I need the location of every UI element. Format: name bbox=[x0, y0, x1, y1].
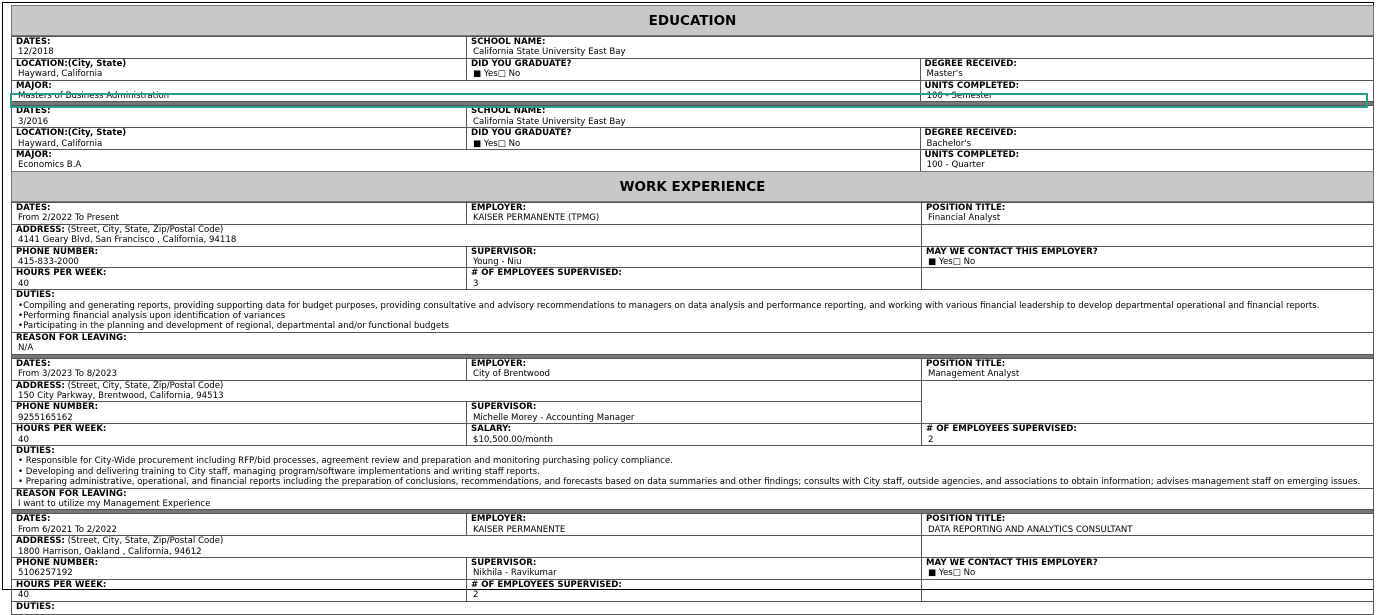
field-label: PHONE NUMBER: bbox=[16, 246, 99, 257]
field-label: EMPLOYER: bbox=[471, 358, 527, 369]
edu1-graduate: ■ Yes□ No bbox=[473, 69, 521, 80]
field-label: SUPERVISOR: bbox=[471, 558, 537, 568]
job1-duty: •Performing financial analysis upon identification of variances bbox=[18, 311, 286, 322]
edu2-major: Economics B.A bbox=[18, 160, 82, 171]
field-label: HOURS PER WEEK: bbox=[16, 424, 107, 435]
field-label: LOCATION:(City, State) bbox=[16, 128, 127, 139]
field-label: MAY WE CONTACT THIS EMPLOYER? bbox=[926, 246, 1098, 257]
job3-contact: ■ Yes□ No bbox=[928, 568, 976, 579]
job1-reason: N/A bbox=[18, 343, 34, 354]
table-row bbox=[12, 558, 1374, 580]
field-label: DATES: bbox=[16, 203, 51, 213]
table-row bbox=[12, 150, 1374, 172]
table-row bbox=[12, 58, 1374, 80]
job2-phone: 9255165162 bbox=[18, 412, 73, 423]
table-row bbox=[12, 358, 1374, 380]
job3-num-supervised: 2 bbox=[473, 590, 479, 601]
field-label: PHONE NUMBER: bbox=[16, 558, 99, 568]
job2-duty: • Responsible for City-Wide procurement including RFP/bid processes, agreement review and preparation and monitoring purchasing policy compliance. bbox=[18, 456, 673, 467]
table-row bbox=[12, 536, 1374, 558]
education-section bbox=[11, 5, 1374, 172]
job3-hours: 40 bbox=[18, 590, 29, 601]
job1-num-supervised: 3 bbox=[473, 278, 479, 289]
field-label: SCHOOL NAME: bbox=[471, 106, 546, 117]
work-experience-header: WORK EXPERIENCE bbox=[11, 171, 1374, 202]
job1-contact: ■ Yes□ No bbox=[928, 257, 976, 268]
job2-num-supervised: 2 bbox=[928, 434, 934, 445]
field-label: DUTIES: bbox=[16, 601, 55, 612]
table-row bbox=[12, 579, 1374, 601]
table-row bbox=[12, 37, 1374, 59]
field-label: DUTIES: bbox=[16, 290, 55, 301]
education-header: EDUCATION bbox=[11, 5, 1374, 36]
field-label: DATES: bbox=[16, 514, 51, 525]
application-document bbox=[2, 2, 1374, 612]
edu1-units: 100 - Semester bbox=[926, 91, 993, 102]
field-label: ADDRESS: (Street, City, State, Zip/Postal Code) bbox=[16, 380, 224, 391]
education-table bbox=[11, 36, 1374, 172]
table-row bbox=[12, 106, 1374, 128]
field-label: MAY WE CONTACT THIS EMPLOYER? bbox=[926, 558, 1098, 568]
field-label: SALARY: bbox=[471, 424, 512, 435]
table-row bbox=[12, 514, 1374, 536]
field-label: DID YOU GRADUATE? bbox=[471, 128, 572, 139]
job2-dates: From 3/2023 To 8/2023 bbox=[18, 369, 117, 380]
job1-address: 4141 Geary Blvd, San Francisco , California, 94118 bbox=[18, 235, 237, 246]
table-row bbox=[12, 380, 1374, 402]
job3-position: DATA REPORTING AND ANALYTICS CONSULTANT bbox=[928, 524, 1133, 535]
edu1-dates: 12/2018 bbox=[18, 47, 54, 58]
edu1-major: Masters of Business Administration bbox=[18, 91, 170, 102]
job2-reason: I want to utilize my Management Experience bbox=[18, 498, 211, 509]
field-label: HOURS PER WEEK: bbox=[16, 268, 107, 279]
field-label: MAJOR: bbox=[16, 150, 52, 161]
table-row bbox=[12, 203, 1374, 225]
field-label: SCHOOL NAME: bbox=[471, 37, 546, 47]
edu1-degree: Master's bbox=[926, 69, 963, 80]
field-label: DATES: bbox=[16, 358, 51, 369]
job2-position: Management Analyst bbox=[928, 369, 1020, 380]
field-label: POSITION TITLE: bbox=[926, 514, 1006, 525]
job2-employer: City of Brentwood bbox=[473, 369, 550, 380]
table-row bbox=[12, 290, 1374, 333]
table-row bbox=[12, 80, 1374, 102]
field-label: SUPERVISOR: bbox=[471, 246, 537, 257]
job2-address: 150 City Parkway, Brentwood, California, 94513 bbox=[18, 390, 224, 401]
job1-hours: 40 bbox=[18, 278, 29, 289]
job1-dates: From 2/2022 To Present bbox=[18, 213, 120, 224]
field-label: DATES: bbox=[16, 106, 51, 117]
job2-duty: • Preparing administrative, operational, and financial reports including the preparation of conclusions, recommendations, and forecasts based on data summaries and other findings; consults with City staff, outside agencies, and associations to obtain information; advises management staff on emerging issues. bbox=[18, 477, 1361, 488]
edu2-school: California State University East Bay bbox=[473, 116, 626, 127]
field-label: # OF EMPLOYEES SUPERVISED: bbox=[471, 268, 622, 279]
edu2-dates: 3/2016 bbox=[18, 116, 49, 127]
field-label: ADDRESS: (Street, City, State, Zip/Postal Code) bbox=[16, 224, 224, 235]
job1-employer: KAISER PERMANENTE (TPMG) bbox=[473, 213, 600, 224]
field-label: POSITION TITLE: bbox=[926, 203, 1006, 213]
job1-position: Financial Analyst bbox=[928, 213, 1001, 224]
job1-duty: •Compiling and generating reports, providing supporting data for budget purposes, providing consultative and advisory recommendations to managers on data analysis and performance reporting, and working with various financial leadership to develop departmental operational and financial reports. bbox=[18, 300, 1320, 311]
table-row bbox=[12, 424, 1374, 446]
table-row bbox=[12, 246, 1374, 268]
job3-phone: 5106257192 bbox=[18, 568, 73, 579]
field-label: DEGREE RECEIVED: bbox=[924, 58, 1017, 69]
field-label: # OF EMPLOYEES SUPERVISED: bbox=[471, 579, 622, 590]
table-row bbox=[12, 332, 1374, 354]
edu2-location: Hayward, California bbox=[18, 138, 103, 149]
job2-salary: $10,500.00/month bbox=[473, 434, 553, 445]
field-label: MAJOR: bbox=[16, 80, 52, 91]
table-row bbox=[12, 128, 1374, 150]
work-table bbox=[11, 202, 1374, 615]
job3-supervisor: Nikhila - Ravikumar bbox=[473, 568, 557, 579]
field-label: DID YOU GRADUATE? bbox=[471, 58, 572, 69]
field-label: LOCATION:(City, State) bbox=[16, 58, 127, 69]
table-row bbox=[12, 601, 1374, 614]
job1-phone: 415-833-2000 bbox=[18, 257, 79, 268]
field-label: SUPERVISOR: bbox=[471, 402, 537, 413]
work-experience-section bbox=[11, 171, 1374, 615]
field-label: # OF EMPLOYEES SUPERVISED: bbox=[926, 424, 1077, 435]
field-label: EMPLOYER: bbox=[471, 203, 527, 213]
field-label: EMPLOYER: bbox=[471, 514, 527, 525]
edu1-location: Hayward, California bbox=[18, 69, 103, 80]
edu2-units: 100 - Quarter bbox=[926, 160, 985, 171]
field-label: DUTIES: bbox=[16, 445, 55, 456]
edu2-degree: Bachelor's bbox=[926, 138, 972, 149]
job2-supervisor: Michelle Morey - Accounting Manager bbox=[473, 412, 635, 423]
table-row bbox=[12, 488, 1374, 510]
edu2-graduate: ■ Yes□ No bbox=[473, 138, 521, 149]
job3-employer: KAISER PERMANENTE bbox=[473, 524, 566, 535]
field-label: REASON FOR LEAVING: bbox=[16, 488, 127, 499]
field-label: UNITS COMPLETED: bbox=[924, 150, 1020, 161]
field-label: HOURS PER WEEK: bbox=[16, 579, 107, 590]
job1-supervisor: Young - Niu bbox=[473, 257, 522, 268]
field-label: UNITS COMPLETED: bbox=[924, 80, 1020, 91]
field-label: POSITION TITLE: bbox=[926, 358, 1006, 369]
field-label: REASON FOR LEAVING: bbox=[16, 332, 127, 343]
table-row bbox=[12, 445, 1374, 488]
field-label: PHONE NUMBER: bbox=[16, 402, 99, 413]
job3-dates: From 6/2021 To 2/2022 bbox=[18, 524, 117, 535]
field-label: DEGREE RECEIVED: bbox=[924, 128, 1017, 139]
field-label: ADDRESS: (Street, City, State, Zip/Postal Code) bbox=[16, 536, 224, 547]
job3-address: 1800 Harrison, Oakland , California, 94612 bbox=[18, 546, 202, 557]
table-row bbox=[12, 224, 1374, 246]
field-label: DATES: bbox=[16, 37, 51, 47]
job1-duty: •Participating in the planning and development of regional, departmental and/or functional budgets bbox=[18, 321, 449, 332]
table-row bbox=[12, 268, 1374, 290]
job2-hours: 40 bbox=[18, 434, 29, 445]
job2-duty: • Developing and delivering training to City staff, managing program/software implementations and writing staff reports. bbox=[18, 466, 540, 477]
edu1-school: California State University East Bay bbox=[473, 47, 626, 58]
